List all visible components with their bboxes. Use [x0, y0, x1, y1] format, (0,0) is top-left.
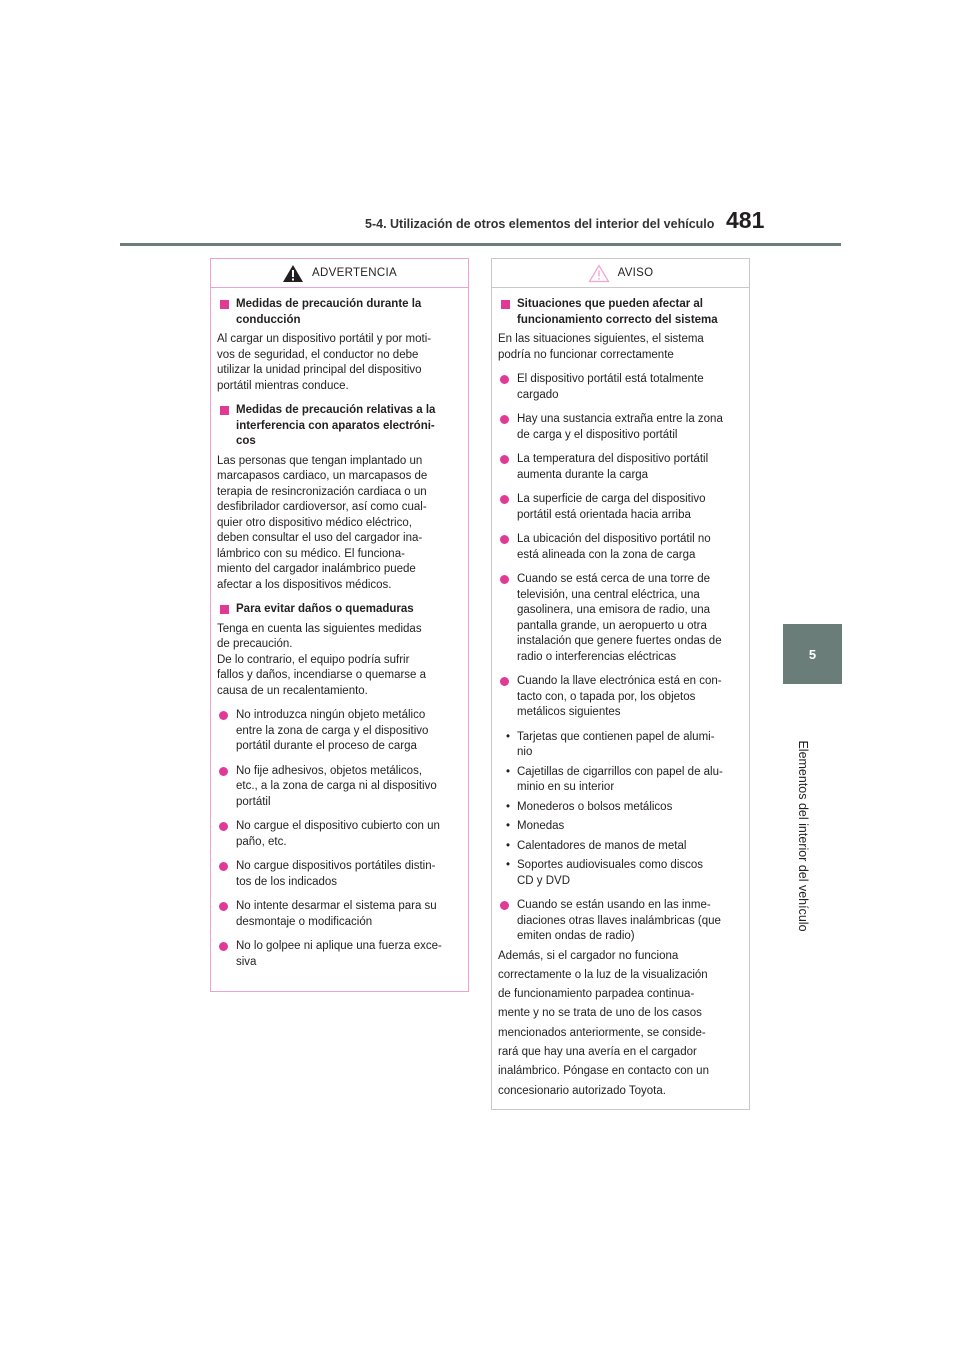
bullet-item: [498, 898, 743, 945]
text-line: Cajetillas de cigarrillos con papel de alu-: [517, 765, 723, 778]
text-line: Las personas que tengan implantado un: [217, 454, 423, 467]
bullet-item: [498, 452, 743, 483]
text-line: No intente desarmar el sistema para su: [236, 900, 437, 912]
text-line: instalación que genere fuertes ondas de: [517, 635, 722, 647]
circle-bullet-icon: [500, 535, 509, 544]
text-line: de precaución.: [217, 638, 293, 650]
circle-bullet-icon: [500, 375, 509, 384]
text-line: Al cargar un dispositivo portátil y por moti-: [217, 333, 432, 345]
paragraph: [498, 332, 743, 363]
text-line: Además, si el cargador no funciona: [498, 949, 679, 962]
warning-box: [210, 258, 469, 992]
text-line: correctamente o la luz de la visualización: [498, 968, 708, 981]
dot-bullet-icon: •: [506, 765, 511, 778]
text-line: Calentadores de manos de metal: [517, 839, 687, 852]
notice-box-title: AVISO: [617, 267, 654, 279]
bullet-item: [498, 372, 743, 403]
text-line: No lo golpee ni aplique una fuerza exce-: [236, 940, 442, 952]
bullet-item: [217, 764, 462, 811]
paragraph: [217, 454, 462, 594]
text-line: No introduzca ningún objeto metálico: [236, 709, 426, 721]
text-line: vos de seguridad, el conductor no debe: [217, 348, 419, 361]
square-bullet-icon: [220, 406, 229, 415]
text-line: desmontaje o modificación: [236, 915, 373, 928]
circle-bullet-icon: [219, 902, 228, 911]
text-line: CD y DVD: [517, 874, 571, 887]
bullet-item: [498, 412, 743, 443]
warning-box-header: [211, 259, 468, 288]
text-line: portátil mientras conduce.: [217, 379, 349, 392]
text-line: Monedas: [517, 820, 565, 832]
text-line: minio en su interior: [517, 781, 615, 793]
text-line: está alineada con la zona de carga: [517, 548, 696, 561]
text-line: portátil está orientada hacia arriba: [517, 508, 691, 521]
text-line: paño, etc.: [236, 835, 287, 848]
text-line: marcapasos cardiaco, un marcapasos de: [217, 470, 428, 482]
section-heading: [217, 297, 462, 328]
square-bullet-icon: [220, 605, 229, 614]
text-line: diaciones otras llaves inalámbricas (que: [517, 914, 721, 927]
dot-bullet-icon: •: [506, 859, 511, 871]
text-line: tos de los indicados: [236, 875, 338, 888]
section-heading: [217, 403, 462, 450]
paragraph: [217, 622, 462, 700]
circle-bullet-icon: [219, 711, 228, 720]
text-line: De lo contrario, el equipo podría sufrir: [217, 653, 410, 666]
text-line: mencionados anteriormente, se conside-: [498, 1026, 706, 1039]
section-header-title: 5-4. Utilización de otros elementos del interior del vehículo: [365, 217, 715, 231]
circle-bullet-icon: [500, 677, 509, 686]
text-line: rará que hay una avería en el cargador: [498, 1045, 697, 1058]
circle-bullet-icon: [500, 575, 509, 584]
sub-list-item: [498, 730, 743, 761]
text-line: No cargue el dispositivo cubierto con un: [236, 820, 440, 832]
text-line: Cuando se están usando en las inme-: [517, 899, 711, 911]
caution-triangle-icon: [588, 264, 610, 283]
dot-bullet-icon: •: [506, 730, 511, 743]
paragraph: [498, 947, 743, 1101]
bullet-item: [498, 492, 743, 523]
dot-bullet-icon: •: [506, 839, 511, 852]
text-line: Tenga en cuenta las siguientes medidas: [217, 622, 422, 635]
text-line: Para evitar daños o quemaduras: [236, 603, 414, 615]
bullet-item: [217, 939, 462, 970]
text-line: portátil: [236, 795, 271, 808]
text-line: mente y no se trata de uno de los casos: [498, 1007, 702, 1020]
dot-bullet-icon: •: [506, 820, 511, 832]
text-line: Cuando la llave electrónica está en con-: [517, 675, 722, 687]
circle-bullet-icon: [219, 822, 228, 831]
text-line: La ubicación del dispositivo portátil no: [517, 533, 711, 545]
text-line: La temperatura del dispositivo portátil: [517, 453, 709, 465]
text-line: funcionamiento correcto del sistema: [517, 313, 718, 326]
text-line: utilizar la unidad principal del dispositivo: [217, 364, 422, 376]
text-line: radio o interferencias eléctricas: [517, 650, 677, 663]
text-line: causa de un recalentamiento.: [217, 684, 368, 697]
text-line: inalámbrico. Póngase en contacto con un: [498, 1065, 709, 1078]
text-line: desfibrilador cardioversor, así como cual-: [217, 501, 427, 513]
text-line: La superficie de carga del dispositivo: [517, 493, 706, 505]
circle-bullet-icon: [219, 767, 228, 776]
sub-list-item: [498, 800, 743, 816]
circle-bullet-icon: [219, 862, 228, 871]
text-line: Tarjetas que contienen papel de alumi-: [517, 730, 715, 743]
text-line: Soportes audiovisuales como discos: [517, 859, 704, 871]
text-line: En las situaciones siguientes, el sistema: [498, 333, 704, 345]
bullet-item: [498, 532, 743, 563]
bullet-item: [217, 859, 462, 890]
text-line: Medidas de precaución relativas a la: [236, 404, 436, 416]
header-rule: [120, 243, 841, 246]
bullet-item: [217, 899, 462, 930]
text-line: podría no funcionar correctamente: [498, 348, 674, 361]
text-line: cargado: [517, 388, 559, 401]
text-line: Cuando se está cerca de una torre de: [517, 573, 711, 585]
text-line: pantalla grande, un aeropuerto u otra: [517, 619, 707, 632]
text-line: afectar a los dispositivos médicos.: [217, 578, 392, 591]
text-line: terapia de resincronización cardiaca o un: [217, 485, 427, 498]
text-line: tacto con, o tapada por, los objetos: [517, 690, 696, 703]
bullet-item: [217, 708, 462, 755]
sub-list-item: [498, 839, 743, 855]
bullet-item: [498, 572, 743, 665]
warning-box-content: [217, 288, 462, 970]
section-heading: [498, 297, 743, 328]
text-line: Situaciones que pueden afectar al: [517, 298, 703, 310]
text-line: miento del cargador inalámbrico puede: [217, 563, 416, 575]
text-line: metálicos siguientes: [517, 706, 621, 718]
text-line: quier otro dispositivo médico eléctrico,: [217, 516, 412, 529]
sub-list-item: [498, 858, 743, 889]
sub-list-item: [498, 765, 743, 796]
text-line: El dispositivo portátil está totalmente: [517, 373, 704, 385]
text-line: emiten ondas de radio): [517, 930, 635, 942]
square-bullet-icon: [220, 300, 229, 309]
text-line: lámbrico con su médico. El funciona-: [217, 547, 405, 560]
text-line: portátil durante el proceso de carga: [236, 740, 417, 752]
text-line: deben consultar el uso del cargador ina-: [217, 532, 423, 544]
notice-box-header: [492, 259, 749, 288]
text-line: No fije adhesivos, objetos metálicos,: [236, 764, 423, 777]
bullet-item: [498, 674, 743, 721]
text-line: fallos y daños, incendiarse o quemarse a: [217, 669, 427, 681]
notice-box: [491, 258, 750, 1110]
text-line: concesionario autorizado Toyota.: [498, 1084, 666, 1097]
text-line: interferencia con aparatos electróni-: [236, 419, 435, 432]
text-line: gasolinera, una emisora de radio, una: [517, 604, 711, 616]
warning-box-title: ADVERTENCIA: [312, 267, 397, 279]
chapter-tab: 5: [783, 624, 842, 684]
text-line: etc., a la zona de carga ni al dispositivo: [236, 780, 437, 792]
square-bullet-icon: [501, 300, 510, 309]
circle-bullet-icon: [500, 415, 509, 424]
circle-bullet-icon: [500, 495, 509, 504]
text-line: televisión, una central eléctrica, una: [517, 588, 700, 601]
notice-box-content: [498, 288, 743, 1101]
section-heading: [217, 602, 462, 618]
chapter-tab-label: Elementos del interior del vehículo: [796, 740, 810, 932]
text-line: No cargue dispositivos portátiles distin-: [236, 860, 436, 872]
text-line: conducción: [236, 313, 301, 326]
dot-bullet-icon: •: [506, 800, 511, 813]
text-line: aumenta durante la carga: [517, 468, 649, 481]
circle-bullet-icon: [500, 901, 509, 910]
text-line: siva: [236, 955, 257, 968]
sub-list-item: [498, 819, 743, 835]
warning-triangle-icon: [282, 264, 304, 283]
paragraph: [217, 332, 462, 394]
text-line: cos: [236, 435, 256, 447]
text-line: de carga y el dispositivo portátil: [517, 428, 678, 441]
circle-bullet-icon: [219, 942, 228, 951]
page-number: 481: [726, 207, 765, 233]
circle-bullet-icon: [500, 455, 509, 464]
text-line: entre la zona de carga y el dispositivo: [236, 724, 429, 737]
text-line: de funcionamiento parpadea continua-: [498, 988, 695, 1001]
bullet-item: [217, 819, 462, 850]
text-line: Monederos o bolsos metálicos: [517, 800, 673, 813]
text-line: Medidas de precaución durante la: [236, 298, 422, 310]
text-line: nio: [517, 746, 533, 758]
text-line: Hay una sustancia extraña entre la zona: [517, 413, 723, 425]
